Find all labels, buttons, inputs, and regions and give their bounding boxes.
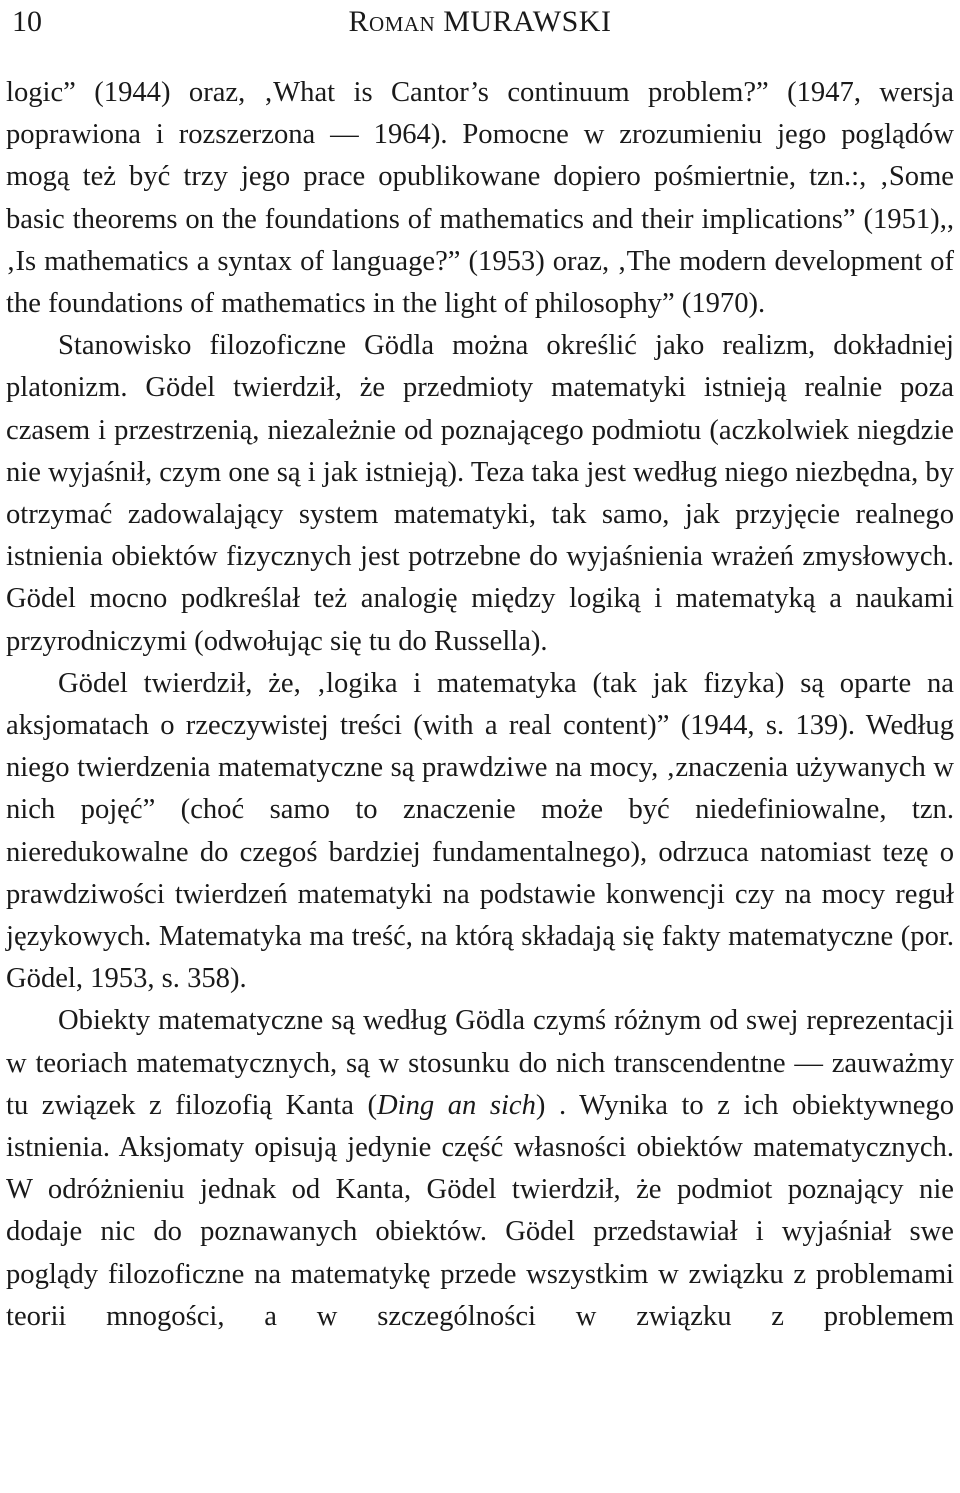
paragraph [6, 1000, 954, 1338]
page-header [6, 0, 954, 48]
paragraph: Stanowisko filozoficzne Gödla można określić jako realizm, dokładniej platonizm. Gödel twierdził, że przedmioty matematyki istnieją realnie poza czasem i przestrzenią, niezależnie od poznającego podmiotu (aczkolwiek niegdzie nie wyjaśnił, czym one są i jak istnieją). Teza taka jest według niego niezbędna, by otrzymać zadowalający system matematyki, tak samo, jak przyjęcie realnego istnienia obiektów fizycznych jest potrzebne do wyjaśnienia wrażeń zmysłowych. Gödel mocno podkreślał też analogię między logiką i matematyką a naukami przyrodniczymi (odwołując się tu do Russella). [6, 330, 954, 657]
paragraph-text: Obiekty matematyczne są według Gödla czymś różnym od swej reprezentacji w teoriach matematycznych, są w stosunku do nich transcendentne — zauważmy tu związek z filozofią Kanta ( [6, 1005, 954, 1121]
paragraph: Gödel twierdził, że, ‚logika i matematyka (tak jak fizyka) są oparte na aksjomatach o rzeczywistej treści (with a real content)” (1944, s. 139). Według niego twierdzenia matematyczne są prawdziwe na mocy, ‚znaczenia używanych w nich pojęć” (choć samo to znaczenie może być niedefiniowalne, tzn. nieredukowalne do czegoś bardziej fundamentalnego), odrzuca natomiast tezę o prawdziwości twierdzeń matematyki na podstawie konwencji czy na mocy reguł językowych. Matematyka ma treść, na którą składają się fakty matematyczne (por. Gödel, 1953, s. 358). [6, 667, 954, 995]
paragraph: logic” (1944) oraz, ‚What is Cantor’s continuum problem?” (1947, wersja poprawiona i rozszerzona — 1964). Pomocne w zrozumieniu jego poglądów mogą też być trzy jego prace opublikowane dopiero pośmiertnie, tzn.:, ‚Some basic theorems on the foundations of mathematics and their implications” (1951),, ‚Is mathematics a syntax of language?” (1953) oraz, ‚The modern development of the foundations of mathematics in the light of philosophy” (1970). [6, 77, 954, 320]
page-number: 10 [12, 5, 42, 38]
running-head: Roman MURAWSKI [348, 5, 612, 38]
paragraph-text: ) . Wynika to z ich obiektywnego istnienia. Aksjomaty opisują jedynie część własności obiektów matematycznych. W odróżnieniu jednak od Kanta, Gödel twierdził, że podmiot poznający nie dodaje nic do poznawanych obiektów. Gödel przedstawiał i wyjaśniał swe poglądy filozoficzne na matematykę przede wszystkim w związku z problemami teorii mnogości, a w szczególności w związku z problemem [6, 1089, 954, 1332]
italic-term: Ding an sich [376, 1089, 536, 1121]
body-text [6, 72, 954, 1338]
